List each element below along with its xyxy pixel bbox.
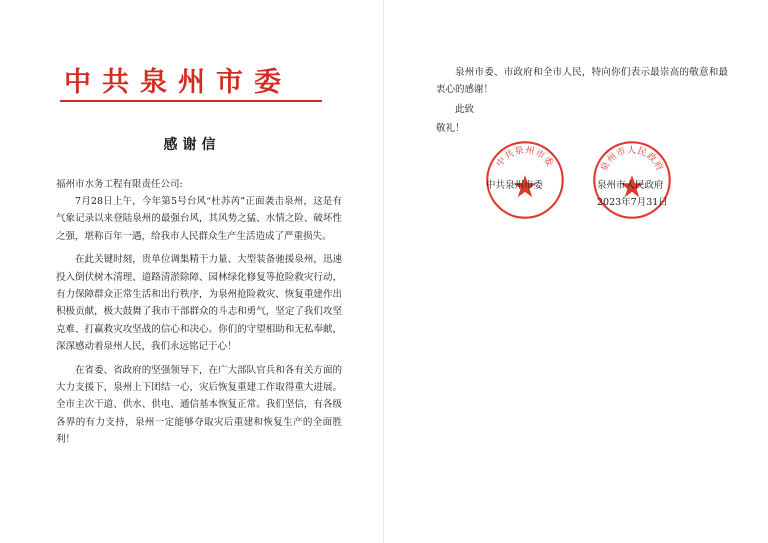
signature-party-committee: 中共泉州市委 <box>486 180 544 191</box>
masthead-title: 中共泉州市委 <box>64 67 292 98</box>
right-page <box>384 0 768 543</box>
letter-title: 感谢信 <box>163 137 221 153</box>
signature-government: 泉州市人民政府 <box>597 180 664 191</box>
gratitude-paragraph: 泉州市委、市政府和全市人民，特向你们表示最崇高的敬意和最衷心的感谢！ <box>436 67 728 96</box>
masthead-red-rule <box>60 100 322 102</box>
body-paragraph-2: 在此关键时刻，贵单位调集精干力量、大型装备驰援泉州，迅速投入倒伏树木清理、道路清淤除障、园林绿化修复等抢险救灾行动，有力保障群众正常生活和出行秩序，为泉州抢险救灾、恢复重建作出积极贡献，极大鼓舞了我市干部群众的斗志和勇气，坚定了我们攻坚克难、打赢救灾攻坚战的信心和决心。你们的守望相助和无私奉献，深深感动着泉州人民，我们永远铭记于心！ <box>56 254 342 353</box>
letter-closing-block <box>436 64 728 138</box>
body-paragraph-3: 在省委、省政府的坚强领导下，在广大部队官兵和各有关方面的大力支援下，泉州上下团结一心，灾后恢复重建工作取得重大进展。全市主次干道、供水、供电、通信基本恢复正常。我们坚信，有各级各界的有力支持，泉州一定能够夺取灾后重建和恢复生产的全面胜利！ <box>56 364 342 446</box>
letter-body <box>56 193 342 455</box>
seal-text: 泉州市人民政府 <box>599 145 665 174</box>
body-paragraph-1: 7月28日上午，今年第5号台风“杜苏芮”正面袭击泉州，这是有气象记录以来登陆泉州的最强台风，其风势之猛、水情之险、破坏性之强，堪称百年一遇，给我市人民群众生产生活造成了严重损失。 <box>56 196 342 242</box>
signature-date: 2023年7月31日 <box>597 197 668 208</box>
addressee: 福州市水务工程有限责任公司: <box>56 179 183 190</box>
closing-regards: 敬礼！ <box>436 123 465 135</box>
seal-text: 中共泉州市委 <box>495 145 555 170</box>
closing-salutation: 此致 <box>455 103 475 115</box>
